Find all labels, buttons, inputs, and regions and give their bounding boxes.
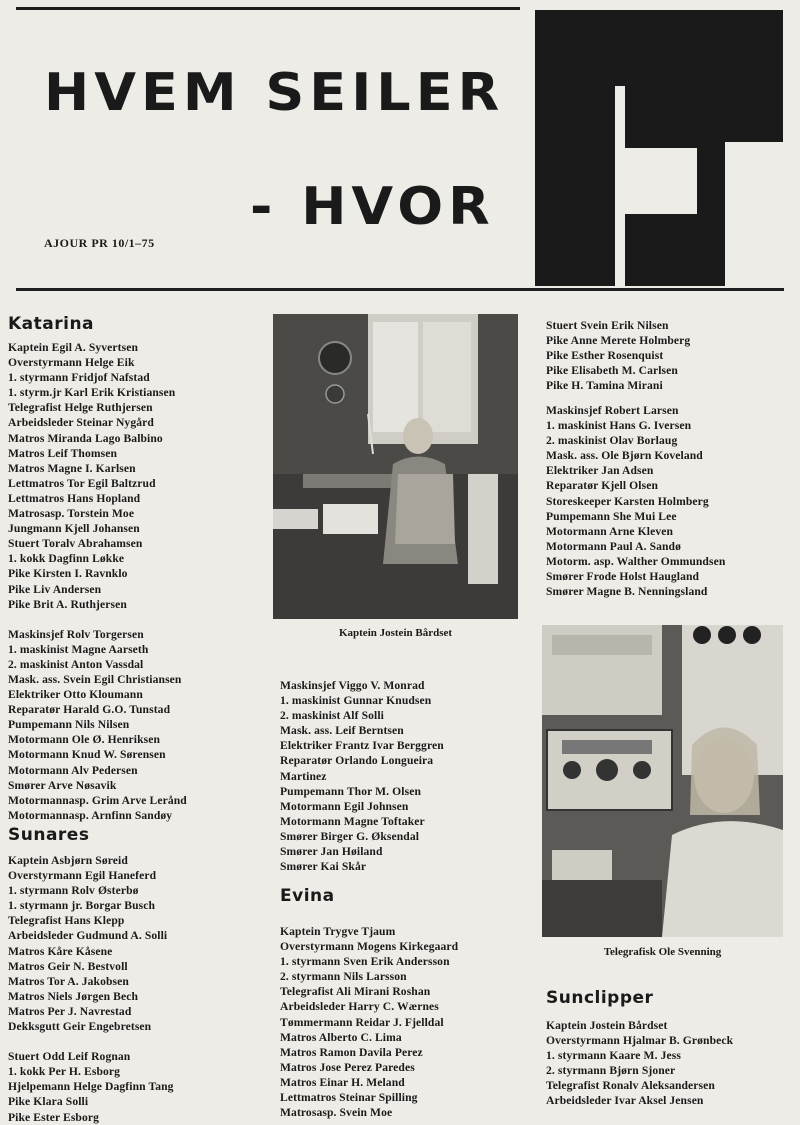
crew-entry: Maskinsjef Rolv Torgersen: [8, 627, 144, 641]
crew-entry: 1. maskinist Magne Aarseth: [8, 642, 149, 656]
header-bottom-rule: [16, 288, 784, 291]
crew-entry: Maskinsjef Viggo V. Monrad: [280, 679, 425, 692]
page-title-line2: - HVOR: [250, 176, 495, 237]
crew-entry: Reparatør Orlando Longueira: [280, 754, 434, 768]
crew-entry: Overstyrmann Mogens Kirkegaard: [280, 940, 459, 954]
right-catering-crew-list: [546, 318, 690, 393]
logo-graphic-gap: [615, 86, 625, 286]
sunclipper-crew-list: [546, 1018, 733, 1109]
crew-entry: Storeskeeper Karsten Holmberg: [546, 494, 709, 508]
ship-name-sunares: Sunares: [8, 825, 90, 845]
crew-entry: Motormann Arne Kleven: [546, 524, 674, 538]
crew-entry: Pike Ester Esborg: [8, 1110, 100, 1124]
crew-entry: Smører Jan Høiland: [280, 845, 383, 859]
ship-name-evina: Evina: [280, 886, 335, 906]
crew-entry: Matros Magne I. Karlsen: [8, 461, 136, 475]
crew-entry: Matrosasp. Torstein Moe: [8, 507, 135, 521]
crew-entry: 1. styrm.jr Karl Erik Kristiansen: [8, 386, 176, 400]
crew-entry: 1. styrmann Sven Erik Andersson: [280, 955, 450, 969]
crew-entry: Pike Kirsten I. Ravnklo: [8, 567, 128, 581]
crew-entry: Telegrafist Ronalv Aleksandersen: [546, 1079, 715, 1093]
crew-entry: Maskinsjef Robert Larsen: [546, 404, 679, 417]
crew-entry: Elektriker Jan Adsen: [546, 464, 654, 478]
crew-entry: Matros Niels Jørgen Bech: [8, 989, 139, 1003]
crew-entry: Matros Geir N. Bestvoll: [8, 959, 128, 973]
crew-entry: 1. kokk Dagfinn Løkke: [8, 552, 125, 566]
crew-entry: Pike Esther Rosenquist: [546, 349, 664, 363]
crew-entry: Kaptein Trygve Tjaum: [280, 925, 396, 938]
mid-engine-crew-list: [280, 678, 444, 874]
crew-entry: Matros Per J. Navrestad: [8, 1004, 132, 1018]
logo-graphic-notch: [625, 148, 697, 214]
page-title-line1: HVEM SEILER: [44, 62, 505, 123]
crew-entry: Matrosasp. Svein Moe: [280, 1106, 393, 1120]
crew-entry: Elektriker Otto Kloumann: [8, 688, 143, 702]
crew-entry: Motormann Knud W. Sørensen: [8, 748, 166, 762]
crew-entry: Tømmermann Reidar J. Fjelldal: [280, 1015, 444, 1029]
list-gap: [8, 612, 187, 627]
crew-entry: 1. styrmann Rolv Østerbø: [8, 884, 139, 898]
crew-entry: Pike Anne Merete Holmberg: [546, 334, 691, 348]
crew-entry: Motormann Alv Pedersen: [8, 763, 138, 777]
crew-entry: Telegrafist Ali Mirani Roshan: [280, 985, 431, 999]
crew-entry: Overstyrmann Hjalmar B. Grønbeck: [546, 1034, 734, 1048]
crew-entry: Elektriker Frantz Ivar Berggren: [280, 739, 444, 753]
crew-entry: Smører Frode Holst Haugland: [546, 570, 700, 584]
radio-photo-image: [542, 625, 783, 937]
crew-entry: Smører Birger G. Øksendal: [280, 829, 420, 843]
crew-entry: Motormann Egil Johnsen: [280, 799, 409, 813]
crew-entry: Lettmatros Tor Egil Baltzrud: [8, 476, 156, 490]
crew-entry: Telegrafist Hans Klepp: [8, 914, 125, 928]
ship-name-katarina: Katarina: [8, 314, 95, 334]
crew-entry: Motormann Paul A. Sandø: [546, 539, 682, 553]
list-gap: [8, 1034, 174, 1049]
captain-photo-image: [273, 314, 518, 619]
crew-entry: Matros Miranda Lago Balbino: [8, 431, 163, 445]
crew-entry: Motormannasp. Grim Arve Lerånd: [8, 793, 187, 807]
crew-entry: Reparatør Harald G.O. Tunstad: [8, 703, 171, 717]
crew-entry: Arbeidsleder Steinar Nygård: [8, 416, 154, 430]
crew-entry: Kaptein Asbjørn Søreid: [8, 854, 128, 867]
crew-entry: 2. styrmann Nils Larsson: [280, 970, 407, 984]
crew-entry: Matros Tor A. Jakobsen: [8, 974, 129, 988]
crew-entry: Pike Liv Andersen: [8, 582, 102, 596]
crew-entry: Matros Leif Thomsen: [8, 446, 118, 460]
crew-entry: Motormann Magne Toftaker: [280, 814, 425, 828]
crew-entry: Pumpemann She Mui Lee: [546, 509, 677, 523]
crew-entry: Mask. ass. Svein Egil Christiansen: [8, 672, 182, 686]
crew-entry: Smører Magne B. Nenningsland: [546, 585, 708, 599]
crew-entry: Mask. ass. Ole Bjørn Koveland: [546, 449, 703, 463]
crew-entry: Stuert Svein Erik Nilsen: [546, 319, 669, 332]
crew-entry: Motormann Ole Ø. Henriksen: [8, 733, 161, 747]
crew-entry: Smører Kai Skår: [280, 860, 367, 874]
crew-entry: Motormannasp. Arnfinn Sandøy: [8, 808, 173, 822]
crew-entry: Jungmann Kjell Johansen: [8, 522, 140, 536]
radio-photo-caption: Telegrafisk Ole Svenning: [603, 946, 722, 958]
crew-entry: Dekksgutt Geir Engebretsen: [8, 1020, 152, 1034]
crew-entry: 1. styrmann Fridjof Nafstad: [8, 371, 150, 385]
ship-name-sunclipper: Sunclipper: [546, 988, 654, 1008]
crew-entry: Motorm. asp. Walther Ommundsen: [546, 554, 726, 568]
crew-entry: Pike Elisabeth M. Carlsen: [546, 364, 678, 378]
crew-entry: Lettmatros Hans Hopland: [8, 491, 141, 505]
crew-entry: Matros Jose Perez Paredes: [280, 1060, 415, 1074]
crew-entry: Stuert Odd Leif Rognan: [8, 1050, 131, 1064]
crew-entry: Matros Kåre Kåsene: [8, 944, 113, 958]
crew-entry: Reparatør Kjell Olsen: [546, 479, 659, 493]
logo-graphic-stem: [535, 10, 615, 286]
crew-entry: 2. maskinist Anton Vassdal: [8, 657, 144, 671]
crew-entry: 1. kokk Per H. Esborg: [8, 1065, 121, 1079]
crew-entry: Kaptein Egil A. Syvertsen: [8, 341, 139, 354]
crew-entry: 2. maskinist Olav Borlaug: [546, 434, 678, 448]
crew-entry: Mask. ass. Leif Berntsen: [280, 724, 404, 738]
captain-photo-caption: Kaptein Jostein Bårdset: [338, 627, 453, 639]
crew-entry: Arbeidsleder Harry C. Wærnes: [280, 1000, 439, 1014]
crew-entry: Matros Alberto C. Lima: [280, 1030, 402, 1044]
crew-entry: Matros Ramon Davila Perez: [280, 1045, 423, 1059]
crew-entry: Overstyrmann Helge Eik: [8, 356, 135, 370]
crew-entry: Pumpemann Thor M. Olsen: [280, 784, 422, 798]
crew-entry: Pumpemann Nils Nilsen: [8, 718, 130, 732]
captain-photo: [273, 314, 518, 619]
crew-entry: Matros Einar H. Meland: [280, 1075, 405, 1089]
header-top-rule: [16, 7, 520, 10]
crew-entry: Lettmatros Steinar Spilling: [280, 1091, 418, 1105]
crew-entry: Telegrafist Helge Ruthjersen: [8, 401, 153, 415]
crew-entry: Pike Brit A. Ruthjersen: [8, 597, 127, 611]
crew-entry: Arbeidsleder Gudmund A. Solli: [8, 929, 168, 943]
crew-entry: Arbeidsleder Ivar Aksel Jensen: [546, 1094, 704, 1108]
crew-entry: Pike H. Tamina Mirani: [546, 379, 663, 393]
crew-entry: 1. styrmann jr. Borgar Busch: [8, 899, 156, 913]
crew-entry: Smører Arve Nøsavik: [8, 778, 117, 792]
crew-entry: 1. styrmann Kaare M. Jess: [546, 1049, 681, 1063]
crew-entry: Pike Klara Solli: [8, 1095, 89, 1109]
crew-entry: Stuert Toralv Abrahamsen: [8, 537, 143, 551]
crew-entry: Overstyrmann Egil Haneferd: [8, 869, 157, 883]
crew-entry: 2. maskinist Alf Solli: [280, 709, 384, 723]
katarina-crew-list: [8, 340, 187, 823]
crew-entry: 1. maskinist Hans G. Iversen: [546, 419, 692, 433]
right-engine-crew-list: [546, 403, 725, 599]
radio-operator-photo: [542, 625, 783, 937]
crew-entry: 2. styrmann Bjørn Sjoner: [546, 1064, 676, 1078]
crew-entry: Kaptein Jostein Bårdset: [546, 1019, 668, 1032]
sunares-crew-list: [8, 853, 174, 1125]
page-subtitle: AJOUR PR 10/1–75: [44, 236, 155, 250]
crew-entry: Hjelpemann Helge Dagfinn Tang: [8, 1080, 174, 1094]
crew-entry: 1. maskinist Gunnar Knudsen: [280, 694, 432, 708]
evina-crew-list: [280, 924, 458, 1120]
crew-entry: Martinez: [280, 769, 327, 783]
